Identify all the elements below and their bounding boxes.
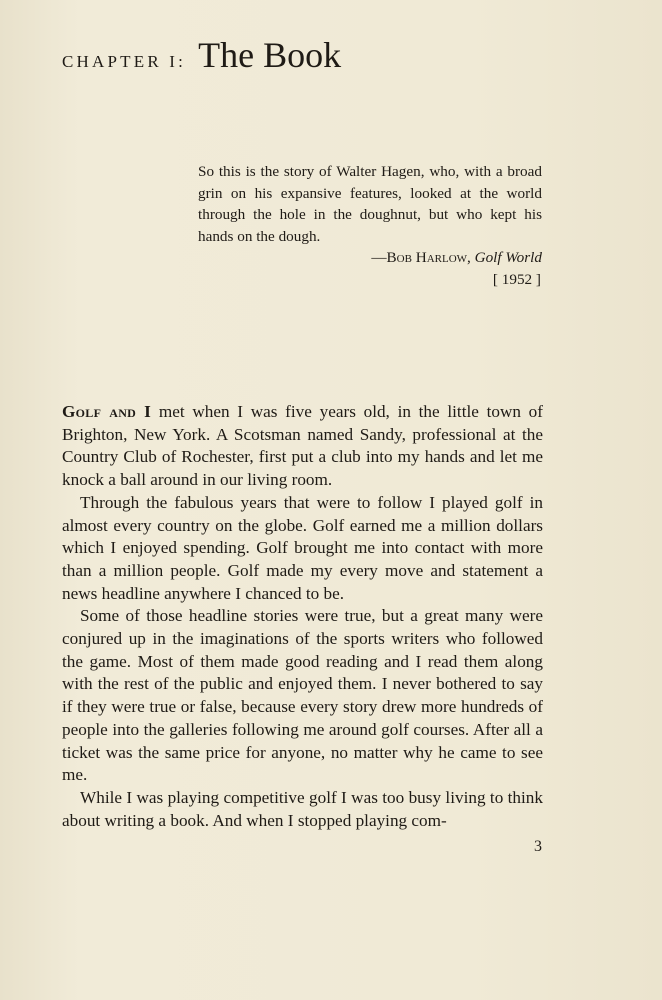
paragraph: Some of those headline stories were true, but a great many were conjured up in the imaginations of the sports writers who followed the game. Most of them made good reading and I read them along with the rest of the public and enjoyed them. I never bothered to say if they were true or false, because every story drew more hundreds of people into the galleries following me around golf courses. After all a ticket was the same price for anyone, no matter why he came to see me. bbox=[62, 606, 543, 785]
chapter-label: CHAPTER I: bbox=[62, 52, 187, 71]
paragraph-lead-in: Golf and I bbox=[62, 402, 152, 421]
paragraph: While I was playing competitive golf I was too busy living to think about writing a book. And when I stopped playing com- bbox=[62, 787, 543, 830]
epigraph-quote: So this is the story of Walter Hagen, who, with a broad grin on his expansive features, looked at the world through the hole in the doughnut, but who kept his hands on the dough. bbox=[198, 163, 542, 245]
attribution-author: Bob Harlow bbox=[386, 249, 468, 266]
attribution-dash: — bbox=[371, 249, 387, 266]
chapter-heading bbox=[62, 34, 341, 76]
paragraph: Through the fabulous years that were to follow I played golf in almost every country on the globe. Golf earned me a million dollars which I enjoyed spending. Golf brought me into contact with more than a million people. Golf made my every move and statement a news headline anywhere I chanced to be. bbox=[62, 492, 543, 603]
attribution-separator: , bbox=[467, 249, 475, 266]
epigraph bbox=[198, 161, 542, 290]
body-text bbox=[62, 401, 543, 832]
page-number: 3 bbox=[534, 838, 542, 855]
paragraph bbox=[62, 401, 543, 492]
paragraph-text: met when I was five years old, in the little town of Brighton, New York. A Scotsman named Sandy, professional at the Country Club of Rochester, first put a club into my hands and let me knock a ball around in our living room. bbox=[62, 402, 543, 490]
epigraph-attribution bbox=[198, 247, 542, 269]
attribution-source: Golf World bbox=[474, 249, 542, 266]
chapter-title: The Book bbox=[198, 35, 342, 75]
epigraph-year: [ 1952 ] bbox=[492, 270, 541, 288]
